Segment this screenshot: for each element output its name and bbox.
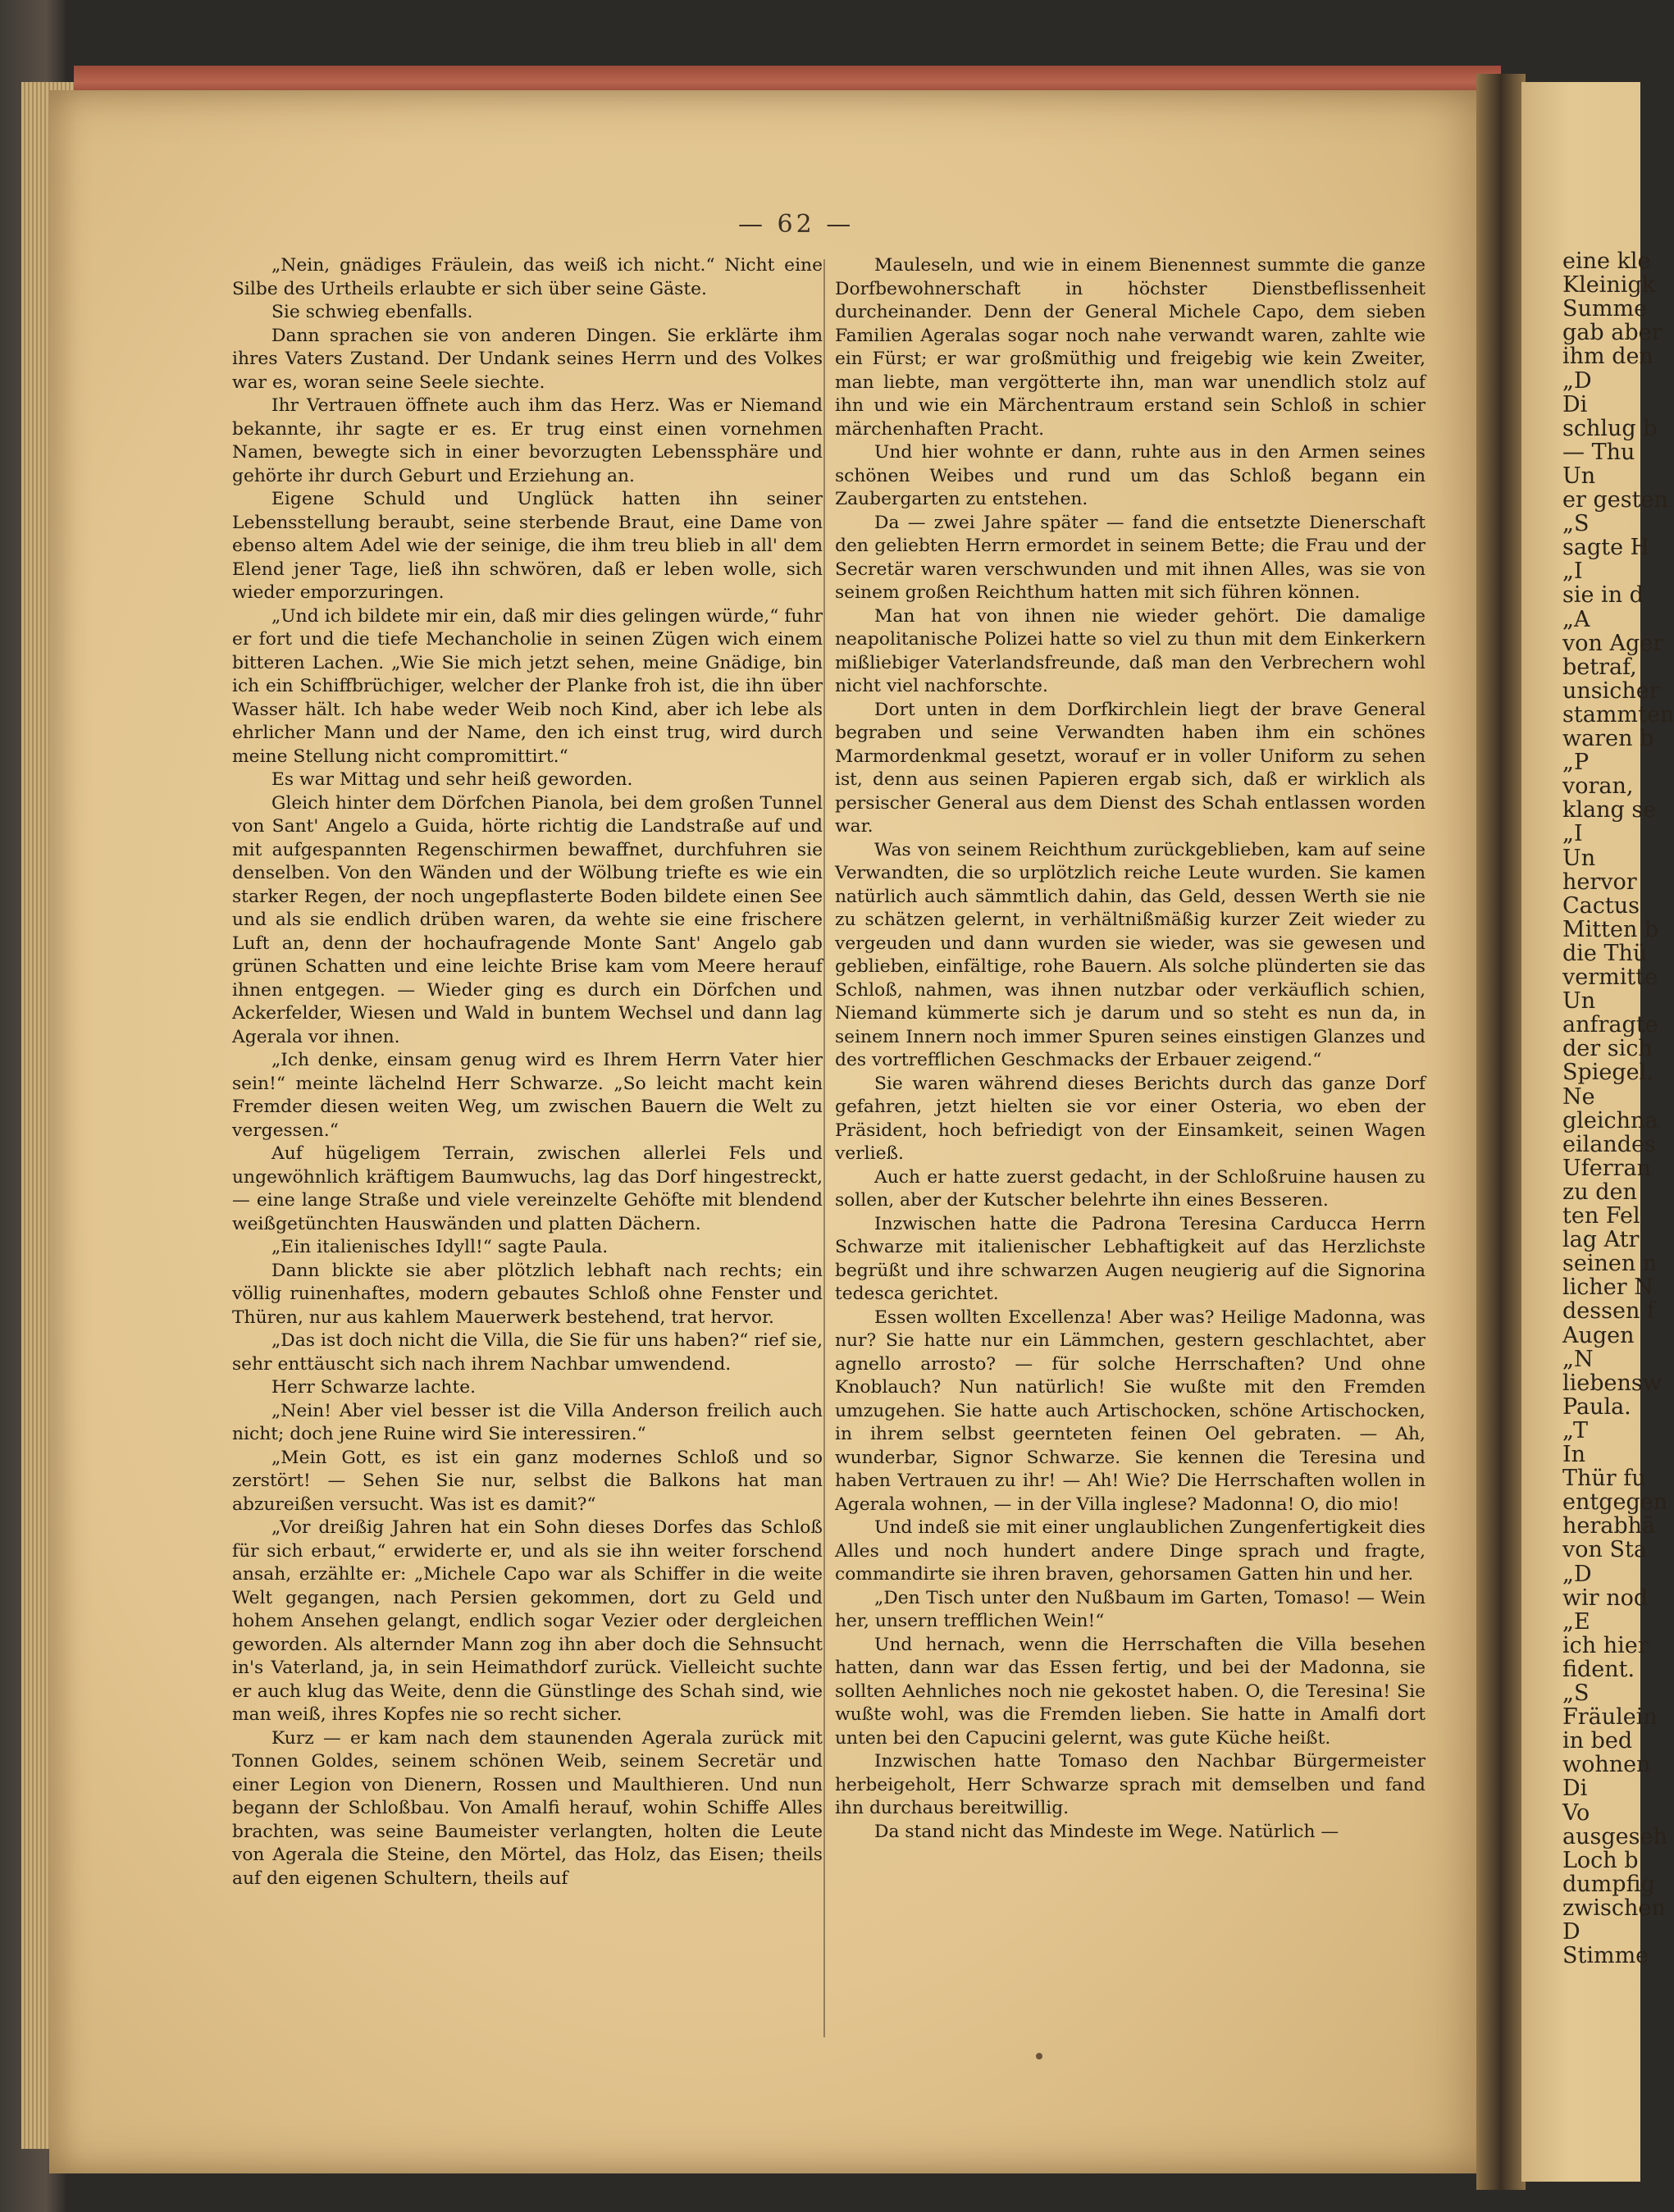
paragraph: Gleich hinter dem Dörfchen Pianola, bei dem großen Tunnel von Sant' Angelo a Guida, hörte richtig die Landstraße auf und mit aufgespannten Regenschirmen bewaffnet, durchfuhren sie denselben. Von den Wänden und der Wölbung triefte es wie ein starker Regen, der noch ungepflasterte Boden bildete einen See und als sie endlich drüben waren, da wehte sie eine frischere Luft an, denn der hochaufragende Monte Sant' Angelo gab grünen Schatten und eine leichte Brise kam vom Meere herauf ihnen entgegen. — Wieder ging es durch ein Dörfchen und Ackerfelder, Wiesen und Wald in buntem Wechsel und dann lag Agerala vor ihnen. — [232, 792, 823, 1047]
line-fragment: Cactus — [1562, 892, 1640, 919]
line-fragment: D — [1562, 1919, 1580, 1945]
paragraph: Mauleseln, und wie in einem Bienennest summte die ganze Dorfbewohnerschaft in höchster Dienstbeflissenheit durcheinander. Denn der General Michele Capo, dem sieben Familien Ageralas sogar noch nahe verwandt waren, zahlte wie ein Fürst; er war großmüthig und freigebig wie kein Zweiter, man liebte, man vergötterte ihn, man war unendlich stolz auf ihn und wie ein Märchentraum erstand sein Schloß in schier märchenhaften Pracht. — [835, 255, 1425, 440]
paragraph: Essen wollten Excellenza! Aber was? Heilige Madonna, was nur? Sie hatte nur ein Lämmchen, gestern geschlachtet, aber agnello arrosto? — für solche Herrschaften? Und ohne Knoblauch? Nun natürlich! Sie wußte mit den Fremden umzugehen. Sie hatte auch Artischocken, schöne Artischocken, in ihrem selbst geernteten feinen Oel gebraten. — Ah, wunderbar, Signor Schwarze. Sie kennen die Teresina und haben Vertrauen zu ihr! — Ah! Wie? Die Herrschaften wollen in Agerala wohnen, — in der Villa inglese? Madonna! O, dio mio! — [835, 1307, 1425, 1515]
line-fragment: licher N — [1562, 1275, 1653, 1301]
line-fragment: Kleinigk — [1562, 272, 1656, 299]
line-fragment: „A — [1562, 606, 1590, 632]
line-fragment: Summe — [1562, 296, 1648, 322]
line-fragment: Di — [1562, 1776, 1588, 1802]
line-fragment: unsicher — [1562, 677, 1660, 704]
line-fragment: Paula. — [1562, 1393, 1631, 1420]
text-column-right — [835, 254, 1425, 1844]
line-fragment: Un — [1562, 463, 1596, 489]
paragraph: Auch er hatte zuerst gedacht, in der Schloßruine hausen zu sollen, aber der Kutscher belehrte ihn eines Besseren. — [835, 1166, 1425, 1211]
line-fragment: dumpfig — [1562, 1871, 1655, 1897]
paragraph: Und hernach, wenn die Herrschaften die Villa besehen hatten, dann war das Essen fertig, und bei der Madonna, sie sollten Aehnliches noch nie gekostet haben. O, die Teresina! Sie wußte wohl, was die Fremden lieben. Sie hatte in Amalfi dort unten bei den Capucini gelernt, was gute Küche heißt. — [835, 1634, 1425, 1749]
paragraph: „Nein, gnädiges Fräulein, das weiß ich nicht.“ Nicht eine Silbe des Urtheils erlaubte er sich über seine Gäste. — [232, 255, 823, 299]
line-fragment: „E — [1562, 1608, 1590, 1635]
line-fragment: hervor — [1562, 869, 1637, 895]
line-fragment: schlug b — [1562, 415, 1658, 441]
line-fragment: „D — [1562, 367, 1592, 394]
line-fragment: vermitte — [1562, 965, 1658, 990]
line-fragment: die Thü — [1562, 940, 1648, 966]
line-fragment: seinen n — [1562, 1251, 1658, 1277]
book-gutter — [1476, 74, 1526, 2190]
line-fragment: voran, — [1562, 773, 1634, 800]
page-number: — 62 — — [738, 210, 855, 239]
paragraph: Und hier wohnte er dann, ruhte aus in den Armen seines schönen Weibes und rund um das Schloß begann ein Zaubergarten zu entstehen. — [835, 442, 1425, 509]
paragraph: Was von seinem Reichthum zurückgeblieben, kam auf seine Verwandten, die so urplötzlich reiche Leute wurden. Sie kamen natürlich auch sämmtlich dahin, das Geld, dessen Werth sie nie zu schätzen gelernt, in verhältnißmäßig kurzer Zeit wieder zu vergeuden und dann wurden sie wieder, was sie gewesen und geblieben, einfältige, rohe Bauern. Als solche plünderten sie das Schloß, nahmen, was ihnen nutzbar oder verkäuflich schien, Niemand kümmerte sich je darum und so steht es nun da, in seinem Innern noch immer Spuren seines einstigen Glanzes und des vortrefflichen Geschmacks der Erbauer zeigend.“ — [835, 839, 1425, 1070]
line-fragment: dessen f — [1562, 1298, 1655, 1325]
line-fragment: Spiegel. — [1562, 1060, 1653, 1086]
line-fragment: „N — [1562, 1346, 1594, 1372]
text-column-left — [232, 254, 823, 1890]
paragraph: Da — zwei Jahre später — fand die entsetzte Dienerschaft den geliebten Herrn ermordet in seinem Bette; die Frau und der Secretär waren verschwunden und mit ihnen Alles, was sie von seinem großen Reichthum hatten mit sich führen können. — [835, 512, 1425, 603]
paragraph: Kurz — er kam nach dem staunenden Agerala zurück mit Tonnen Goldes, seinem schönen Weib, seinem Secretär und einer Legion von Dienern, Rossen und Maulthieren. Und nun begann der Schloßbau. Von Amalfi herauf, wohin Schiffe Alles brachten, was seine Baumeister verlangten, holten die Leute von Agerala die Steine, den Mörtel, das Holz, das Eisen; theils auf den eigenen Schultern, theils auf — [232, 1727, 823, 1889]
paragraph: Inzwischen hatte die Padrona Teresina Carducca Herrn Schwarze mit italienischer Lebhaftigkeit auf das Herzlichste begrüßt und ihre schwarzen Augen neugierig auf die Signorina tedesca gerichtet. — [835, 1213, 1425, 1304]
paragraph: Sie waren während dieses Berichts durch das ganze Dorf gefahren, jetzt hielten sie vor einer Osteria, wo eben der Präsident, hoch befriedigt von der Einsamkeit, seinen Wagen verließ. — [835, 1073, 1425, 1164]
line-fragment: Uferran — [1562, 1155, 1652, 1181]
paragraph: Herr Schwarze lachte. — [271, 1377, 477, 1398]
line-fragment: Thür fu — [1562, 1466, 1646, 1492]
line-fragment: anfragte — [1562, 1012, 1658, 1038]
paragraph: Da stand nicht das Mindeste im Wege. Natürlich — — [874, 1821, 1339, 1842]
line-fragment: sie in d — [1562, 582, 1644, 609]
line-fragment: eilandes — [1562, 1131, 1656, 1157]
line-fragment: gleichna — [1562, 1107, 1658, 1133]
line-fragment: von Sta — [1562, 1537, 1647, 1563]
line-fragment: fident. — [1562, 1656, 1635, 1682]
paragraph: „Den Tisch unter den Nußbaum im Garten, Tomaso! — Wein her, unsern trefflichen Wein!“ — [835, 1587, 1425, 1631]
paragraph: Und indeß sie mit einer unglaublichen Zungenfertigkeit dies Alles und noch hundert andere Dinge sprach und fragte, commandirte sie ihren braven, gehorsamen Gatten hin und her. — [835, 1517, 1425, 1585]
paragraph: „Das ist doch nicht die Villa, die Sie für uns haben?“ rief sie, sehr enttäuscht sich nach ihrem Nachbar umwendend. — [232, 1330, 823, 1375]
paragraph: Dann blickte sie aber plötzlich lebhaft nach rechts; ein völlig ruinenhaftes, modern gebautes Schloß ohne Fenster und Thüren, nur aus kahlem Mauerwerk bestehend, trat hervor. — [232, 1260, 823, 1328]
line-fragment: lag Atr — [1562, 1227, 1640, 1253]
line-fragment: klang se — [1562, 797, 1657, 823]
line-fragment: ich hier — [1562, 1632, 1649, 1658]
paragraph: „Mein Gott, es ist ein ganz modernes Schloß und so zerstört! — Sehen Sie nur, selbst die Balkons hat man abzureißen versucht. Was ist es damit?“ — [232, 1447, 823, 1515]
paragraph: Es war Mittag und sehr heiß geworden. — [271, 769, 633, 790]
line-fragment: betraf, — [1562, 654, 1637, 680]
line-fragment: eine kle — [1562, 249, 1651, 274]
line-fragment: Di — [1562, 391, 1588, 417]
line-fragment: — Thu — [1562, 439, 1635, 465]
line-fragment: Un — [1562, 845, 1596, 871]
line-fragment: Ne — [1562, 1083, 1595, 1110]
line-fragment: Augen — [1562, 1322, 1635, 1348]
line-fragment: in bed — [1562, 1728, 1633, 1754]
line-fragment: zwischen — [1562, 1895, 1666, 1921]
line-fragment: Stimme — [1562, 1943, 1649, 1969]
line-fragment: Vo — [1562, 1799, 1590, 1826]
line-fragment: „D — [1562, 1561, 1592, 1587]
paragraph: „Nein! Aber viel besser ist die Villa Anderson freilich auch nicht; doch jene Ruine wird Sie interessiren.“ — [232, 1400, 823, 1444]
line-fragment: ausgeseh — [1562, 1823, 1667, 1849]
line-fragment: Un — [1562, 988, 1596, 1015]
line-fragment: er gesten — [1562, 487, 1668, 513]
line-fragment: wir nod — [1562, 1585, 1649, 1611]
line-fragment: „S — [1562, 511, 1590, 537]
ink-dot — [1036, 2053, 1042, 2059]
paragraph: Eigene Schuld und Unglück hatten ihn seiner Lebensstellung beraubt, seine sterbende Braut, eine Dame von ebenso altem Adel wie der seinige, die ihm treu blieb in all' dem Elend jener Tage, ließ ihn schwören, daß er leben wolle, sich wieder emporzuringen. — [232, 489, 823, 603]
paragraph: „Ich denke, einsam genug wird es Ihrem Herrn Vater hier sein!“ meinte lächelnd Herr Schwarze. „So leicht macht kein Fremder diesen weiten Weg, um zwischen Bauern die Welt zu vergessen.“ — [232, 1050, 823, 1141]
paragraph: „Vor dreißig Jahren hat ein Sohn dieses Dorfes das Schloß für sich erbaut,“ erwiderte er, und als sie ihn weiter forschend ansah, erzählte er: „Michele Capo war als Schiffer in die weite Welt gegangen, nach Persien gekommen, dort zu Geld und hohem Ansehen gelangt, endlich sogar Vezier oder dergleichen geworden. Als alternder Mann zog ihn aber doch die Sehnsucht in's Vaterland, ja, in sein Heimathdorf zurück. Vielleicht suchte er auch klug das Weite, denn die Günstlinge des Schah sind, wie man weiß, ihres Kopfes nie so recht sicher. — [232, 1517, 823, 1725]
line-fragment: „P — [1562, 750, 1590, 776]
paragraph: „Ein italienisches Idyll!“ sagte Paula. — [271, 1237, 609, 1257]
line-fragment: entgegen — [1562, 1489, 1668, 1516]
line-fragment: von Ager — [1562, 630, 1664, 656]
line-fragment: „I — [1562, 559, 1583, 585]
line-fragment: stammten — [1562, 701, 1674, 727]
line-fragment: zu den — [1562, 1179, 1637, 1205]
line-fragment: waren b — [1562, 726, 1654, 751]
line-fragment: Mitten b — [1562, 916, 1659, 942]
line-fragment: „T — [1562, 1417, 1589, 1444]
paragraph: „Und ich bildete mir ein, daß mir dies gelingen würde,“ fuhr er fort und die tiefe Mechancholie in seinen Zügen wich einem bitteren Lachen. „Wie Sie mich jetzt sehen, meine Gnädige, bin ich ein Schiffbrüchiger, welcher der Planke froh ist, die ihn über Wasser hält. Ich habe weder Weib noch Kind, aber ich lebe als ehrlicher Mann und der Name, den ich einst trug, wird durch meine Stellung nicht compromittirt.“ — [232, 605, 823, 767]
line-fragment: herabhä — [1562, 1513, 1656, 1539]
paragraph: Dort unten in dem Dorfkirchlein liegt der brave General begraben und seine Verwandten haben ihm ein schönes Marmordenkmal gesetzt, worauf er in voller Uniform zu sehen ist, denn aus seinen Papieren ergab sich, daß er wirklich als persischer General aus dem Dienst des Schah entlassen worden war. — [835, 699, 1425, 837]
line-fragment: „S — [1562, 1681, 1590, 1706]
paragraph: Inzwischen hatte Tomaso den Nachbar Bürgermeister herbeigeholt, Herr Schwarze sprach mit demselben und fand ihn durchaus bereitwillig. — [835, 1751, 1425, 1818]
line-fragment: gab aber — [1562, 320, 1663, 346]
right-page-fragment — [1521, 82, 1674, 2182]
line-fragment: ihm den — [1562, 344, 1653, 370]
line-fragment: ten Fel — [1562, 1203, 1640, 1229]
line-fragment: Fräulein — [1562, 1704, 1658, 1731]
paragraph: Ihr Vertrauen öffnete auch ihm das Herz. Was er Niemand bekannte, ihr sagte er es. Er trug einst einen vornehmen Namen, bewegte sich in einer bevorzugten Lebenssphäre und gehörte ihr durch Geburt und Erziehung an. — [232, 395, 823, 486]
column-divider — [823, 259, 825, 2037]
paragraph: Sie schwieg ebenfalls. — [271, 302, 473, 322]
paragraph: Auf hügeligem Terrain, zwischen allerlei Fels und ungewöhnlich kräftigem Baumwuchs, lag das Dorf hingestreckt, — eine lange Straße und viele vereinzelte Gehöfte mit blendend weißgetünchten Hauswänden und platten Dächern. — [232, 1143, 823, 1234]
paragraph: Dann sprachen sie von anderen Dingen. Sie erklärte ihm ihres Vaters Zustand. Der Undank seines Herrn und des Volkes war es, woran seine Seele siechte. — [232, 325, 823, 393]
line-fragment: wohnen — [1562, 1752, 1651, 1778]
line-fragment: liebensw — [1562, 1370, 1662, 1396]
line-fragment: sagte H — [1562, 535, 1650, 561]
paragraph: Man hat von ihnen nie wieder gehört. Die damalige neapolitanische Polizei hatte so viel zu thun mit dem Einkerkern mißliebiger Vaterlandsfreunde, daß man den Verbrechern wohl nicht viel nachforschte. — [835, 605, 1425, 696]
line-fragment: „I — [1562, 821, 1583, 847]
line-fragment: der sich — [1562, 1036, 1653, 1062]
line-fragment: In — [1562, 1442, 1586, 1467]
line-fragment: Loch b — [1562, 1847, 1639, 1873]
